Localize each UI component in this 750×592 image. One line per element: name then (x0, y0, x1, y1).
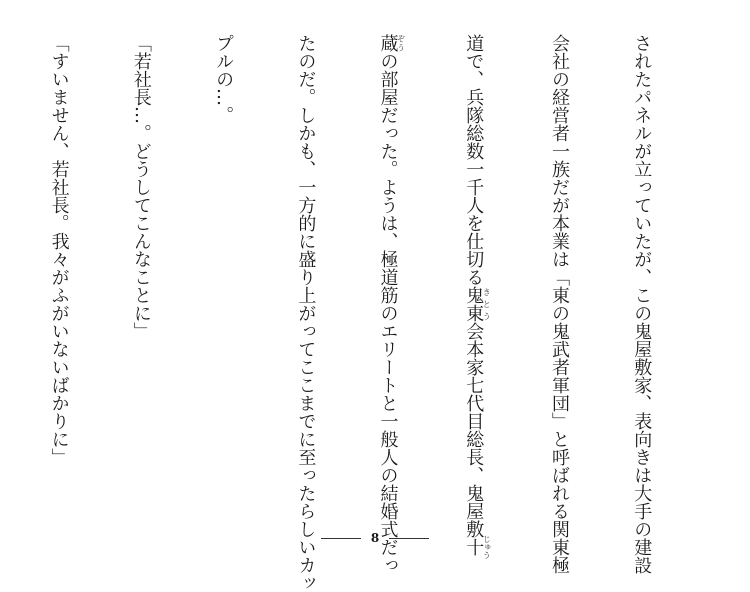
ruby-zou: 蔵ぞう (377, 34, 406, 52)
vertical-text-body (30, 34, 710, 592)
ruby-kitou: 鬼東きとう (463, 286, 492, 322)
text-line-3: 道で、兵隊総数一千人を仕切る鬼東きとう会本家七代目総長、鬼屋敷十じゅう (463, 34, 492, 559)
ruby-kitou-reading: きとう (482, 286, 492, 322)
text-line-5: たのだ。しかも、一方的に盛り上がってここまでに至ったらしいカッ (295, 34, 317, 592)
footer-rule-right (389, 538, 429, 539)
page-number: 8 (370, 531, 380, 545)
text-line-4: 蔵ぞうの部屋だった。ようは、極道筋のエリートと一般人の結婚式だっ (377, 34, 406, 574)
footer-rule-left (321, 538, 361, 539)
text-line-7: 「若社長…。どうしてこんなことに」 (130, 34, 152, 340)
ruby-juu-reading: じゅう (482, 535, 492, 559)
text-line-1: されたパネルが立っていたが、この鬼屋敷家、表向きは大手の建設 (631, 34, 653, 574)
ruby-zou-reading: ぞう (396, 34, 406, 52)
text-line-2: 会社の経営者一族だが本業は「東の鬼武者軍団」と呼ばれる関東極 (548, 34, 570, 574)
text-line-8: 「すいません、若社長。我々がふがいないばかりに」 (48, 34, 70, 466)
page-footer (0, 528, 750, 548)
text-line-6: プルの…。 (213, 34, 235, 124)
ruby-juu: 十じゅう (463, 535, 492, 559)
